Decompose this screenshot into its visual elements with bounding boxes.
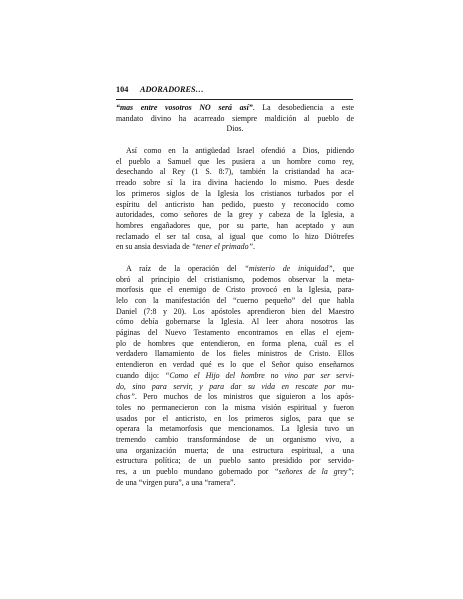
running-header — [116, 83, 353, 100]
italic-quote: chos” — [116, 392, 135, 402]
page-body — [116, 103, 354, 488]
text-line: cómo debía gobernarse la Iglesia. Al leer ahora nosotros las — [116, 317, 354, 327]
text-line: hombres engañadores que, por su parte, han aceptado y aun — [116, 220, 354, 230]
text-line: tremendo cambio transformándose de un organismo vivo, a — [116, 434, 354, 444]
paragraph-gap — [116, 135, 354, 146]
text-line: usados por el anticristo, en los primeros siglos, para que se — [116, 413, 354, 423]
text-line: Dios. — [226, 124, 244, 134]
italic-quote: “misterio de iniquidad” — [244, 263, 333, 273]
text-line: A raíz de la operación del “misterio de iniquidad”, que — [126, 263, 354, 273]
text-line: autoridades, como señores de la grey y cabeza de la Iglesia, a — [116, 210, 354, 220]
text-line: res, a un pueblo mundano gobernado por “señores de la grey”; — [116, 467, 354, 476]
text-line: Así como en la antigüedad Israel ofendió a Dios, pidiendo — [126, 146, 354, 156]
text-line: en su ansia desviada de “tener el primado”. — [116, 242, 255, 252]
text-line: obró al principio del cristianismo, podemos observar la meta- — [116, 274, 354, 284]
page-number: 104 — [116, 85, 129, 94]
text-line: desechando al Rey (1 S. 8:7), también la cristiandad ha aca- — [116, 167, 354, 177]
text-line: lelo con la manifestación del “cuerno pequeño” del que habla — [116, 296, 354, 305]
text-line: de una “virgen pura”, a una “ramera”. — [116, 477, 236, 487]
text-line: toles no permanecieron con la misma visión espiritual y fueron — [116, 402, 354, 412]
text-line: entendieron en verdad qué es lo que el Señor quiso enseñarnos — [116, 360, 354, 370]
text-line: cuando dijo: “Como el Hijo del hombre no vino par ser servi- — [116, 370, 354, 380]
text-line: espíritu del anticristo han pedido, puesto y reconocido como — [116, 199, 354, 209]
running-title: ADORADORES… — [140, 85, 204, 94]
text-line: páginas del Nuevo Testamento encontramos en ellas el ejem- — [116, 328, 354, 338]
text-line: morfosis que el enemigo de Cristo provocó en la Iglesia, para- — [116, 285, 354, 295]
text-line: mandato divino ha acarreado siempre maldición al pueblo de — [116, 113, 354, 123]
text-line: verdadero llamamiento de los fieles ministros de Cristo. Ellos — [116, 349, 354, 359]
text-line: plo de hombres que entendieron, en forma plena, cuál es el — [116, 338, 354, 348]
text-line: operara la metamorfosis que mencionamos. La Iglesia tuvo un — [116, 424, 354, 434]
text-line: una organización muerta; de una estructura espiritual, a una — [116, 445, 354, 455]
paragraph-gap — [116, 253, 354, 264]
text-line: rreado sobre sí la ira divina haciendo lo mismo. Pues desde — [116, 178, 354, 188]
italic-quote: “tener el primado” — [191, 242, 253, 252]
scripture-quote: “mas entre vosotros NO será así” — [116, 103, 253, 112]
text-line: estructura política; de un pueblo santo presidido por servido- — [116, 456, 354, 466]
text-line: do, sino para servir, y para dar su vida en rescate por mu- — [116, 381, 354, 391]
italic-quote: “Como el Hijo del hombre no vino par ser servi- — [164, 370, 354, 380]
text-line: el pueblo a Samuel que les pusiera a un hombre como rey, — [116, 156, 354, 166]
text-line: los primeros siglos de la Iglesia los cristianos turbados por el — [116, 188, 354, 198]
text-line: reclamado el ser tal cosa, al igual que como lo hizo Diótrefes — [116, 231, 354, 241]
text-line: Daniel (7:8 y 20). Los apóstoles aprendieron bien del Maestro — [116, 306, 354, 316]
italic-quote: “señores de la grey” — [274, 467, 352, 476]
text-line: chos”. Pero muchos de los ministros que siguieron a los após- — [116, 392, 354, 402]
text-line: “mas entre vosotros NO será así”. La desobediencia a este — [116, 103, 354, 112]
